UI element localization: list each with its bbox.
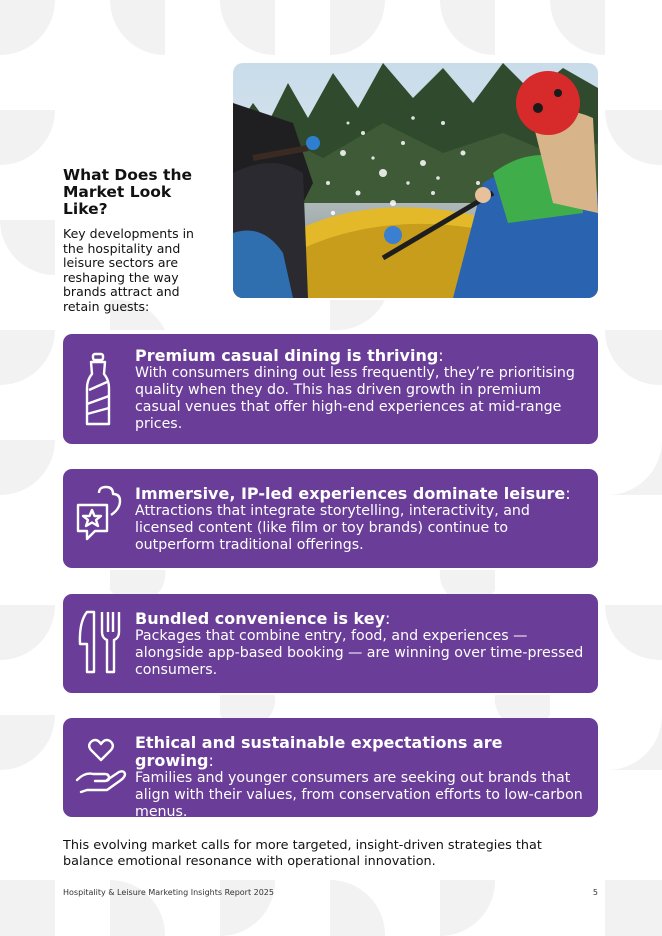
knife-fork-icon <box>75 610 123 674</box>
champagne-bottle-icon <box>75 352 123 416</box>
card-title: Bundled convenience is key <box>135 609 386 628</box>
trend-card-immersive-experiences <box>63 469 598 568</box>
trend-card-bundled-convenience <box>63 594 598 693</box>
card-body: Families and younger consumers are seeking out brands that align with their values, from conservation efforts to low-carbon menus. <box>135 770 583 820</box>
intro-text: Key developments in the hospitality and leisure sectors are reshaping the way brands attract and retain guests: <box>63 226 194 314</box>
title-colon: : <box>438 346 444 365</box>
title-colon: : <box>385 609 391 628</box>
card-body: Packages that combine entry, food, and experiences — alongside app-based booking — are winning over time-pressed consumers. <box>135 628 584 678</box>
intro-section <box>63 167 213 314</box>
title-colon: : <box>208 751 214 770</box>
closing-paragraph: This evolving market calls for more targeted, insight-driven strategies that balance emotional resonance with operational innovation. <box>63 838 542 869</box>
heart-star-chat-icon <box>75 485 123 549</box>
footer-report-title: Hospitality & Leisure Marketing Insights Report 2025 <box>63 888 274 897</box>
card-body: With consumers dining out less frequently, they’re prioritising quality when they do. This has driven growth in premium casual venues that offer high-end experiences at mid-range prices. <box>135 365 575 432</box>
heart-hand-icon <box>75 734 123 798</box>
trend-card-premium-dining <box>63 334 598 444</box>
page-number: 5 <box>592 888 598 897</box>
trend-card-ethical-sustainable <box>63 718 598 820</box>
card-title: Premium casual dining is thriving <box>135 346 439 365</box>
rafting-photo <box>233 63 598 298</box>
section-heading: What Does the Market Look Like? <box>63 166 193 218</box>
title-colon: : <box>565 484 571 503</box>
card-title: Immersive, IP-led experiences dominate leisure <box>135 484 566 503</box>
card-body: Attractions that integrate storytelling, interactivity, and licensed content (like film or toy brands) continue to outperform traditional offerings. <box>135 503 530 553</box>
card-title: Ethical and sustainable expectations are growing <box>135 733 503 770</box>
